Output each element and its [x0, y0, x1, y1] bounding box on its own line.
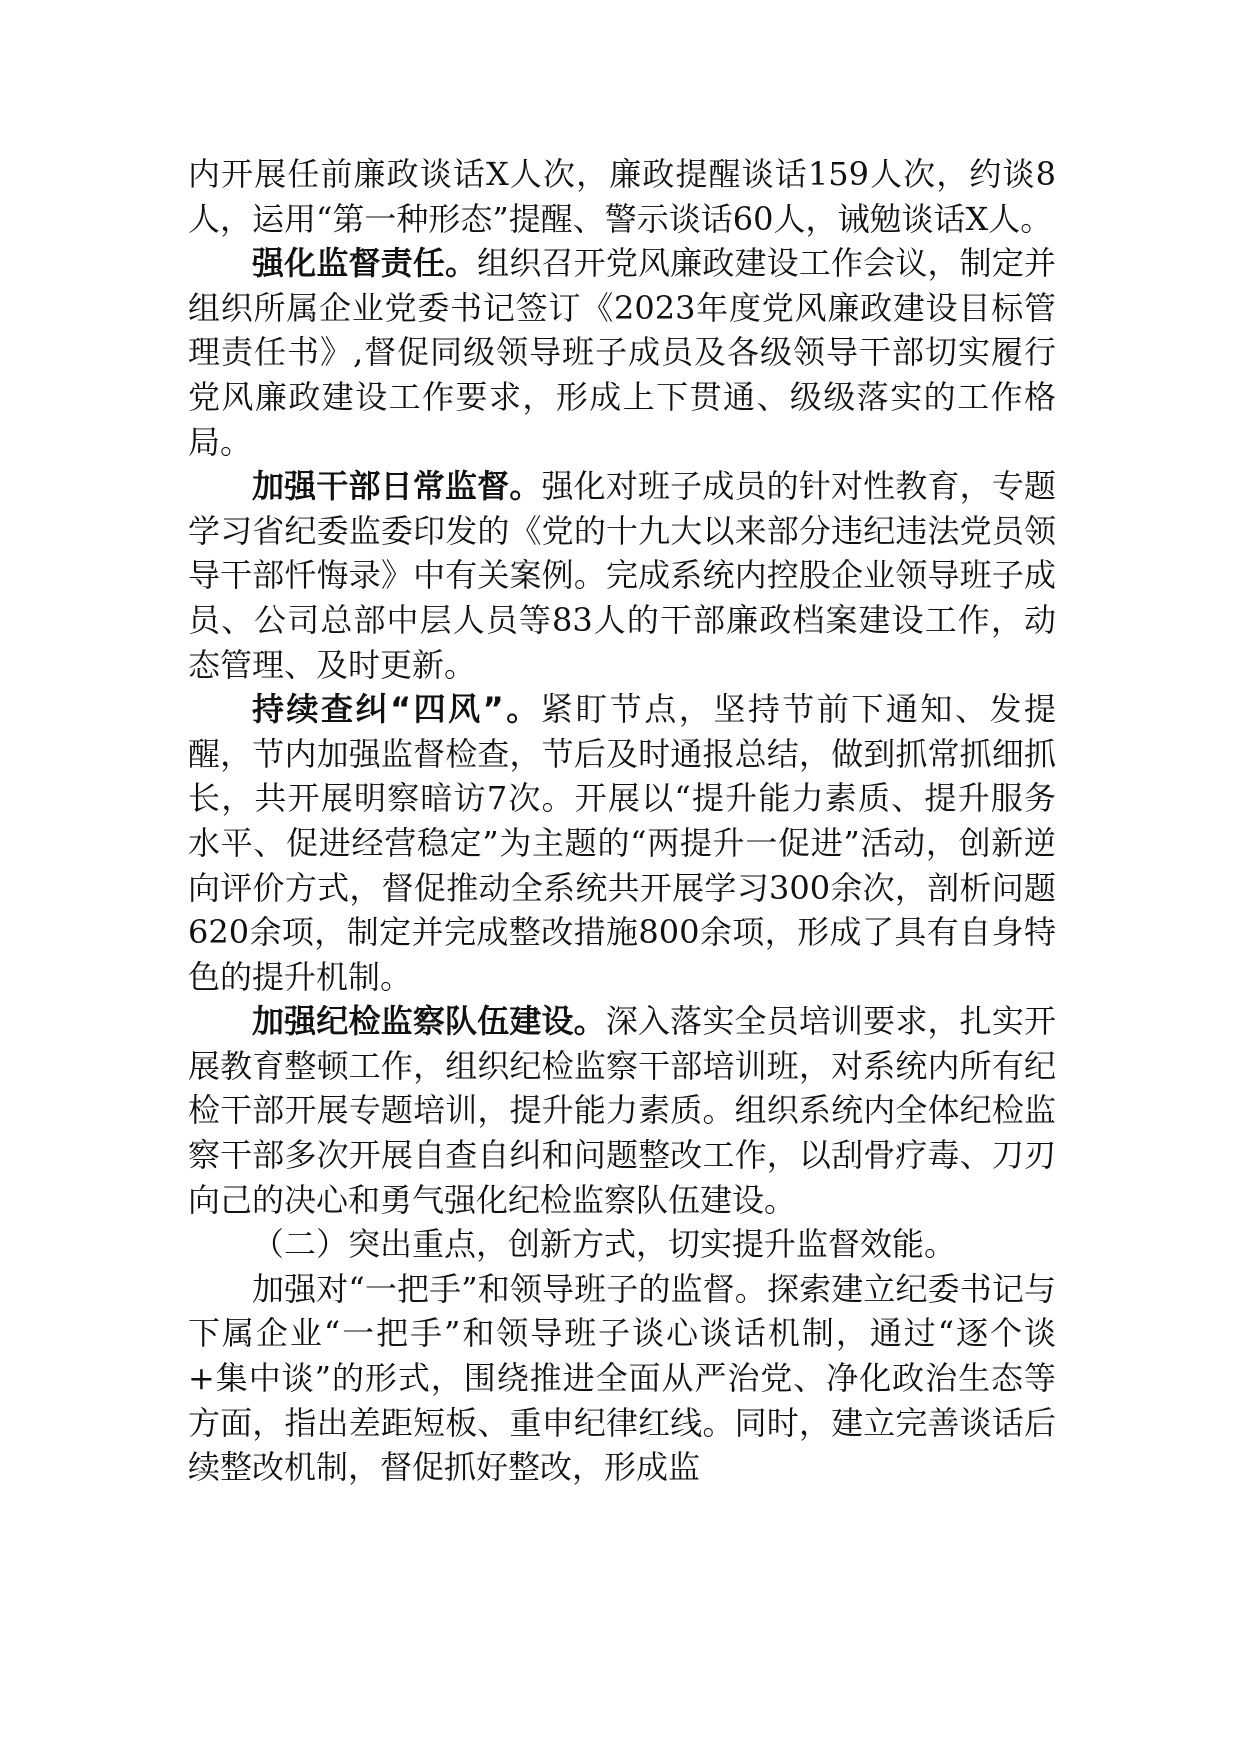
document-body: [188, 152, 1056, 1490]
paragraph-body: 深入落实全员培训要求，扎实开展教育整顿工作，组织纪检监察干部培训班，对系统内所有纪检干部开展专题培训，提升能力素质。组织系统内全体纪检监察干部多次开展自查自纠和问题整改工作，以刮骨疗毒、刀刃向己的决心和勇气强化纪检监察队伍建设。: [188, 1002, 1056, 1219]
section-heading: （二）突出重点，创新方式，切实提升监督效能。: [252, 1225, 957, 1264]
paragraph-daily-supervision: [188, 464, 1056, 687]
paragraph-body: 紧盯节点，坚持节前下通知、发提醒，节内加强监督检查，节后及时通报总结，做到抓常抓细抓长，共开展明察暗访7次。开展以“提升能力素质、提升服务水平、促进经营稳定”为主题的“两提升一促进”活动，创新逆向评价方式，督促推动全系统共开展学习300余次，剖析问题620余项，制定并完成整改措施800余项，形成了具有自身特色的提升机制。: [188, 690, 1056, 996]
paragraph-lead: 持续查纠“四风”。: [252, 690, 541, 729]
paragraph-team-building: [188, 999, 1056, 1222]
paragraph-talks-summary: [188, 152, 1056, 241]
paragraph-lead: 强化监督责任。: [252, 244, 478, 283]
paragraph-leader-supervision: 加强对“一把手”和领导班子的监督。探索建立纪委书记与下属企业“一把手”和领导班子谈心谈话机制，通过“逐个谈+集中谈”的形式，围绕推进全面从严治党、净化政治生态等方面，指出差距短板、重申纪律红线。同时，建立完善谈话后续整改机制，督促抓好整改，形成监: [188, 1269, 1056, 1487]
paragraph-supervision-responsibility: [188, 241, 1056, 464]
paragraph-lead: 加强纪检监察队伍建设。: [252, 1002, 606, 1041]
paragraph-body: 组织召开党风廉政建设工作会议，制定并组织所属企业党委书记签订《2023年度党风廉政建设目标管理责任书》,督促同级领导班子成员及各级领导干部切实履行党风廉政建设工作要求，形成上下贯通、级级落实的工作格局。: [188, 244, 1056, 461]
paragraph-body: 内开展任前廉政谈话X人次，廉政提醒谈话159人次，约谈8人，运用“第一种形态”提醒、警示谈话60人，诫勉谈话X人。: [188, 155, 1056, 238]
paragraph-lead: 加强干部日常监督。: [252, 467, 542, 506]
paragraph-body: 强化对班子成员的针对性教育，专题学习省纪委监委印发的《党的十九大以来部分违纪违法党员领导干部忏悔录》中有关案例。完成系统内控股企业领导班子成员、公司总部中层人员等83人的干部廉政档案建设工作，动态管理、及时更新。: [188, 467, 1056, 684]
paragraph-four-winds: [188, 687, 1056, 999]
